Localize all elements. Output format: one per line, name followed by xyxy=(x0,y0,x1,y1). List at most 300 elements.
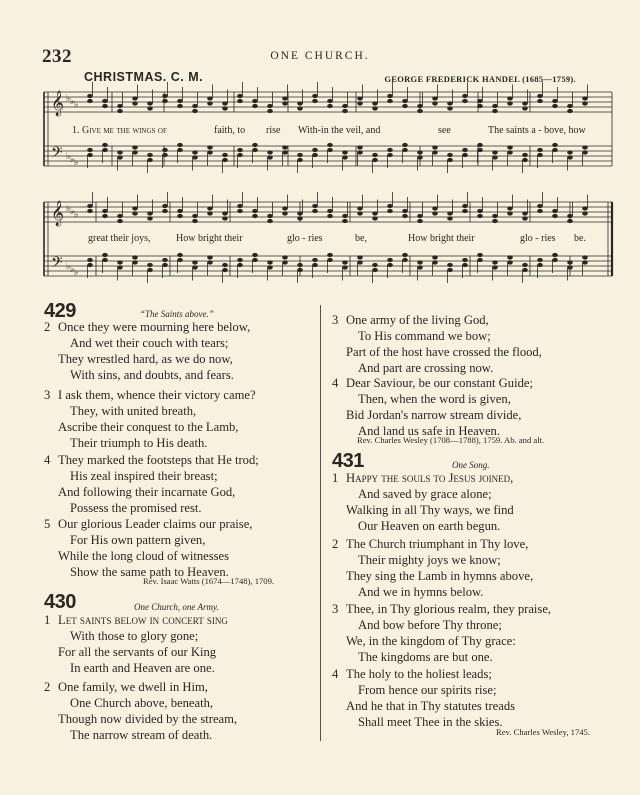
note-head xyxy=(342,109,348,113)
note-head xyxy=(522,211,528,215)
verse-number: 3 xyxy=(332,313,339,327)
note-head xyxy=(357,96,363,100)
note-head xyxy=(477,99,483,103)
note-head xyxy=(252,209,258,213)
note-head xyxy=(177,258,183,262)
treble-clef-icon: 𝄞 xyxy=(51,201,65,226)
note-head xyxy=(522,216,528,220)
bass-clef-icon: 𝄢 xyxy=(51,144,63,165)
note-head xyxy=(342,214,348,218)
verse-line: For all the servants of our King xyxy=(58,645,217,660)
verse-number: 3 xyxy=(332,602,339,616)
note-head xyxy=(417,150,423,154)
note-head xyxy=(267,260,273,264)
note-head xyxy=(327,104,333,108)
note-head xyxy=(357,255,363,259)
verse-number: 2 xyxy=(44,320,51,334)
verse-line: The Church triumphant in Thy love, xyxy=(346,537,529,551)
note-head xyxy=(237,99,243,103)
note-head xyxy=(522,153,528,157)
verse-line: Once they were mourning here below, xyxy=(58,320,251,334)
note-head xyxy=(162,148,168,152)
note-head xyxy=(417,260,423,264)
note-head xyxy=(87,148,93,152)
note-head xyxy=(297,216,303,220)
note-head xyxy=(432,96,438,100)
page-number: 232 xyxy=(42,46,72,67)
verse-line: Part of the host have crossed the flood, xyxy=(346,345,542,360)
attribution-431: Rev. Charles Wesley, 1745. xyxy=(496,727,590,737)
verse-line: One army of the living God, xyxy=(346,313,489,327)
note-head xyxy=(102,253,108,257)
note-head xyxy=(462,94,468,98)
note-head xyxy=(477,104,483,108)
note-head xyxy=(162,263,168,267)
verse-line: They wrestled hard, as we do now, xyxy=(58,352,233,367)
note-head xyxy=(357,211,363,215)
note-head xyxy=(282,206,288,210)
note-head xyxy=(222,106,228,110)
note-head xyxy=(552,148,558,152)
stanza-431-1 xyxy=(332,470,514,534)
note-head xyxy=(477,253,483,257)
note-head xyxy=(162,258,168,262)
note-head xyxy=(312,94,318,98)
verse-line: Let saints below in concert sing xyxy=(58,613,228,627)
hymn-number-430: 430 xyxy=(44,591,76,613)
verse-line: I ask them, whence their victory came? xyxy=(58,388,256,402)
note-head xyxy=(207,211,213,215)
note-head xyxy=(102,143,108,147)
note-head xyxy=(372,153,378,157)
flat-icon: ♭ xyxy=(74,209,79,219)
note-head xyxy=(177,143,183,147)
verse-number: 4 xyxy=(332,667,339,681)
verse-number: 1 xyxy=(44,613,51,627)
verse-line: In earth and Heaven are one. xyxy=(70,661,215,676)
note-head xyxy=(477,214,483,218)
hymn-subtitle: “The Saints above.” xyxy=(140,309,214,319)
lyric-segment: The saints a - bove, how xyxy=(488,125,586,136)
verse-line: Our glorious Leader claims our praise, xyxy=(58,517,253,531)
note-head xyxy=(222,268,228,272)
verse-number: 1 xyxy=(332,471,339,485)
note-head xyxy=(207,260,213,264)
note-head xyxy=(552,209,558,213)
note-head xyxy=(387,94,393,98)
note-head xyxy=(282,96,288,100)
verse-number: 4 xyxy=(44,453,51,467)
note-head xyxy=(357,206,363,210)
note-head xyxy=(282,150,288,154)
note-head xyxy=(357,145,363,149)
note-head xyxy=(492,104,498,108)
note-head xyxy=(387,204,393,208)
note-head xyxy=(147,158,153,162)
note-head xyxy=(462,99,468,103)
note-head xyxy=(447,106,453,110)
verse-line: For His own pattern given, xyxy=(70,533,206,548)
note-head xyxy=(582,260,588,264)
verse-line: Ascribe their conquest to the Lamb, xyxy=(58,420,239,435)
note-head xyxy=(117,214,123,218)
note-head xyxy=(327,253,333,257)
note-head xyxy=(222,158,228,162)
note-head xyxy=(537,94,543,98)
lyric-segment: be. xyxy=(574,233,586,244)
verse-line: Thee, in Thy glorious realm, they praise, xyxy=(346,602,552,616)
note-head xyxy=(522,101,528,105)
note-head xyxy=(312,204,318,208)
note-head xyxy=(582,145,588,149)
note-head xyxy=(447,101,453,105)
lyric-segment: How bright their xyxy=(408,233,475,244)
note-head xyxy=(567,219,573,223)
note-head xyxy=(417,265,423,269)
note-head xyxy=(102,258,108,262)
note-head xyxy=(162,204,168,208)
note-head xyxy=(417,214,423,218)
note-head xyxy=(462,153,468,157)
note-head xyxy=(537,99,543,103)
note-head xyxy=(267,155,273,159)
note-head xyxy=(447,211,453,215)
note-head xyxy=(297,263,303,267)
note-head xyxy=(432,260,438,264)
note-head xyxy=(282,145,288,149)
note-head xyxy=(552,104,558,108)
note-head xyxy=(507,150,513,154)
note-head xyxy=(387,258,393,262)
note-head xyxy=(177,99,183,103)
note-head xyxy=(387,148,393,152)
note-head xyxy=(162,209,168,213)
note-head xyxy=(552,258,558,262)
stanza-429-3 xyxy=(44,387,256,451)
note-head xyxy=(102,99,108,103)
note-head xyxy=(207,145,213,149)
verse-line: We, in the kingdom of Thy grace: xyxy=(346,634,516,649)
note-head xyxy=(87,209,93,213)
note-head xyxy=(537,258,543,262)
verse-line: Our Heaven on earth begun. xyxy=(358,519,501,534)
note-head xyxy=(192,109,198,113)
note-head xyxy=(447,268,453,272)
verse-line: Happy the souls to Jesus joined, xyxy=(346,471,514,485)
note-head xyxy=(222,216,228,220)
note-head xyxy=(537,148,543,152)
attribution-429: Rev. Isaac Watts (1674—1748), 1709. xyxy=(143,576,275,586)
flat-icon: ♭ xyxy=(74,157,79,167)
verse-line: And we in hymns below. xyxy=(358,585,484,600)
note-head xyxy=(192,104,198,108)
note-head xyxy=(117,260,123,264)
note-head xyxy=(147,263,153,267)
note-head xyxy=(312,153,318,157)
note-head xyxy=(492,155,498,159)
note-head xyxy=(147,153,153,157)
note-head xyxy=(342,219,348,223)
note-head xyxy=(222,153,228,157)
verse-line: And part are crossing now. xyxy=(358,361,494,376)
note-head xyxy=(132,255,138,259)
note-head xyxy=(387,263,393,267)
note-head xyxy=(552,214,558,218)
note-head xyxy=(372,268,378,272)
note-head xyxy=(267,265,273,269)
verse-line: Then, when the word is given, xyxy=(358,392,511,407)
note-head xyxy=(87,204,93,208)
note-head xyxy=(297,106,303,110)
note-head xyxy=(447,153,453,157)
verse-line: While the long cloud of witnesses xyxy=(58,549,230,564)
note-head xyxy=(132,260,138,264)
note-head xyxy=(402,148,408,152)
note-head xyxy=(447,158,453,162)
verse-number: 2 xyxy=(332,537,339,551)
note-head xyxy=(582,255,588,259)
verse-line: Though now divided by the stream, xyxy=(58,712,238,727)
hymn-number-431: 431 xyxy=(332,450,364,472)
note-head xyxy=(267,214,273,218)
note-head xyxy=(567,150,573,154)
verse-line: Show the same path to Heaven. xyxy=(70,565,229,580)
stanza-429-4 xyxy=(44,452,259,516)
note-head xyxy=(162,153,168,157)
lyric-segment: be, xyxy=(355,233,367,244)
verse-line: They, with united breath, xyxy=(70,404,197,419)
note-head xyxy=(552,143,558,147)
note-head xyxy=(522,263,528,267)
verse-line: They marked the footsteps that He trod; xyxy=(58,453,259,467)
note-head xyxy=(192,150,198,154)
lyric-segment: rise xyxy=(266,125,281,136)
note-head xyxy=(282,211,288,215)
note-head xyxy=(147,211,153,215)
verse-line: With sins, and doubts, and fears. xyxy=(70,368,234,383)
note-head xyxy=(477,258,483,262)
note-head xyxy=(87,153,93,157)
stanza-431-2 xyxy=(332,536,533,600)
note-head xyxy=(537,153,543,157)
note-head xyxy=(192,214,198,218)
note-head xyxy=(582,206,588,210)
note-head xyxy=(492,214,498,218)
note-head xyxy=(507,260,513,264)
note-head xyxy=(402,253,408,257)
note-head xyxy=(462,148,468,152)
note-head xyxy=(567,104,573,108)
note-head xyxy=(447,263,453,267)
hymn-subtitle: One Song. xyxy=(452,460,490,470)
verse-line: And land us safe in Heaven. xyxy=(358,424,500,439)
note-head xyxy=(312,263,318,267)
note-head xyxy=(312,148,318,152)
treble-clef-icon: 𝄞 xyxy=(51,91,65,116)
note-head xyxy=(192,155,198,159)
note-head xyxy=(522,106,528,110)
note-head xyxy=(297,268,303,272)
note-head xyxy=(162,99,168,103)
note-head xyxy=(297,153,303,157)
stanza-429-2 xyxy=(44,319,250,383)
note-head xyxy=(207,206,213,210)
note-head xyxy=(177,253,183,257)
flat-icon: ♭ xyxy=(70,154,75,164)
note-head xyxy=(222,211,228,215)
flat-icon: ♭ xyxy=(66,261,71,271)
note-head xyxy=(222,101,228,105)
note-head xyxy=(237,258,243,262)
note-head xyxy=(567,109,573,113)
note-head xyxy=(222,263,228,267)
note-head xyxy=(492,150,498,154)
verse-line: The kingdoms are but one. xyxy=(358,650,493,665)
note-head xyxy=(417,104,423,108)
note-head xyxy=(177,209,183,213)
note-head xyxy=(372,263,378,267)
note-head xyxy=(177,104,183,108)
note-head xyxy=(207,255,213,259)
note-head xyxy=(462,209,468,213)
verse-line: Shall meet Thee in the skies. xyxy=(358,715,503,730)
note-head xyxy=(267,219,273,223)
note-head xyxy=(147,106,153,110)
note-head xyxy=(477,209,483,213)
note-head xyxy=(447,216,453,220)
note-head xyxy=(402,258,408,262)
verse-line: The narrow stream of death. xyxy=(70,728,213,743)
note-head xyxy=(582,101,588,105)
note-head xyxy=(357,150,363,154)
note-head xyxy=(117,155,123,159)
note-head xyxy=(192,265,198,269)
note-head xyxy=(327,148,333,152)
note-head xyxy=(462,263,468,267)
note-head xyxy=(342,265,348,269)
note-head xyxy=(252,148,258,152)
note-head xyxy=(237,94,243,98)
note-head xyxy=(372,101,378,105)
note-head xyxy=(312,258,318,262)
note-head xyxy=(192,219,198,223)
note-head xyxy=(132,150,138,154)
lyric-segment: How bright their xyxy=(176,233,243,244)
note-head xyxy=(237,204,243,208)
verse-line: Dear Saviour, be our constant Guide; xyxy=(346,376,533,390)
music-score xyxy=(0,0,640,300)
note-head xyxy=(102,209,108,213)
verse-line: And he that in Thy statutes treads xyxy=(346,699,516,714)
note-head xyxy=(537,263,543,267)
note-head xyxy=(402,214,408,218)
note-head xyxy=(327,214,333,218)
note-head xyxy=(537,209,543,213)
flat-icon: ♭ xyxy=(70,96,75,106)
note-head xyxy=(147,216,153,220)
tune-name: CHRISTMAS. C. M. xyxy=(84,70,204,84)
note-head xyxy=(507,145,513,149)
verse-line: The holy to the holiest leads; xyxy=(346,667,492,681)
note-head xyxy=(432,145,438,149)
note-head xyxy=(177,148,183,152)
note-head xyxy=(282,255,288,259)
note-head xyxy=(372,216,378,220)
note-head xyxy=(372,211,378,215)
note-head xyxy=(417,109,423,113)
note-head xyxy=(567,155,573,159)
note-head xyxy=(432,101,438,105)
note-head xyxy=(357,260,363,264)
note-head xyxy=(117,219,123,223)
note-head xyxy=(492,265,498,269)
note-head xyxy=(237,153,243,157)
note-head xyxy=(477,143,483,147)
verse-line: And wet their couch with tears; xyxy=(70,336,229,351)
note-head xyxy=(237,263,243,267)
note-head xyxy=(312,99,318,103)
verse-number: 5 xyxy=(44,517,51,531)
flat-icon: ♭ xyxy=(66,93,71,103)
note-head xyxy=(582,150,588,154)
note-head xyxy=(132,211,138,215)
verse-line: Their mighty joys we know; xyxy=(358,553,501,568)
flat-icon: ♭ xyxy=(66,203,71,213)
stanza-430-1 xyxy=(44,612,228,676)
stanza-431-4 xyxy=(332,666,515,730)
note-head xyxy=(342,150,348,154)
column-divider xyxy=(320,305,321,741)
note-head xyxy=(582,96,588,100)
note-head xyxy=(387,153,393,157)
note-head xyxy=(297,101,303,105)
note-head xyxy=(102,214,108,218)
note-head xyxy=(327,258,333,262)
note-head xyxy=(132,96,138,100)
bass-clef-icon: 𝄢 xyxy=(51,254,63,275)
note-head xyxy=(117,109,123,113)
note-head xyxy=(252,253,258,257)
composer-credit: GEORGE FREDERICK HANDEL (1685—1759). xyxy=(384,74,576,84)
note-head xyxy=(252,214,258,218)
note-head xyxy=(492,109,498,113)
note-head xyxy=(132,145,138,149)
stanza-431-3 xyxy=(332,601,551,665)
verse-line: They sing the Lamb in hymns above, xyxy=(346,569,534,584)
note-head xyxy=(102,148,108,152)
note-head xyxy=(207,96,213,100)
note-head xyxy=(87,263,93,267)
note-head xyxy=(102,104,108,108)
note-head xyxy=(267,109,273,113)
verse-number: 3 xyxy=(44,388,51,402)
flat-icon: ♭ xyxy=(70,206,75,216)
note-head xyxy=(477,148,483,152)
note-head xyxy=(507,255,513,259)
note-head xyxy=(537,204,543,208)
verse-line: One Church above, beneath, xyxy=(70,696,214,711)
note-head xyxy=(417,219,423,223)
note-head xyxy=(327,99,333,103)
note-head xyxy=(117,265,123,269)
note-head xyxy=(207,150,213,154)
note-head xyxy=(432,150,438,154)
note-head xyxy=(567,214,573,218)
lyric-segment: With-in the veil, and xyxy=(298,125,381,136)
note-head xyxy=(342,104,348,108)
lyric-segment: see xyxy=(438,125,451,136)
note-head xyxy=(402,104,408,108)
